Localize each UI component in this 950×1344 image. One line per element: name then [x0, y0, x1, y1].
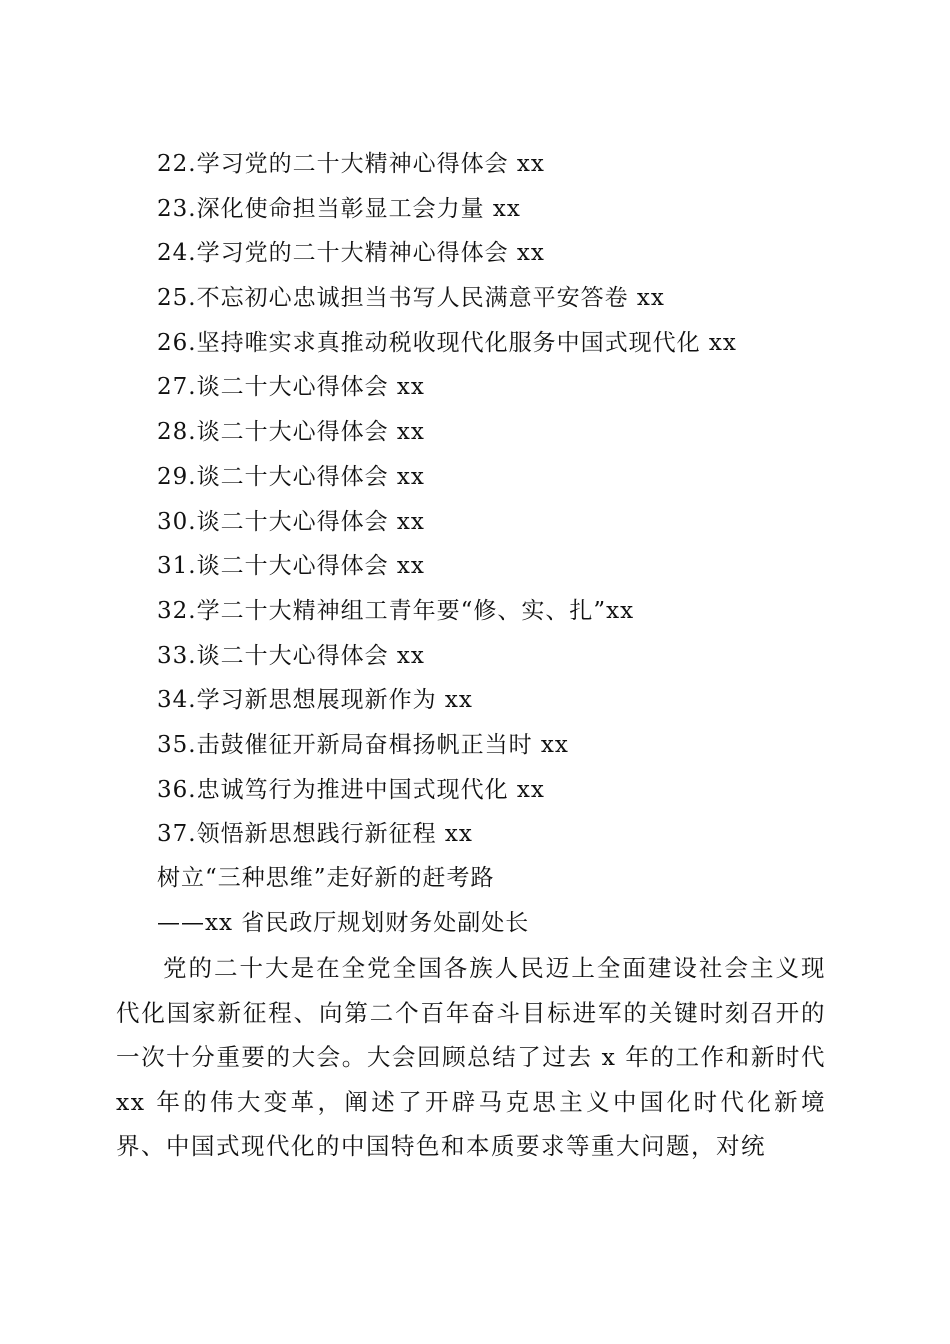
toc-item: 28.谈二十大心得体会 xx	[157, 419, 425, 446]
article-title: 树立“三种思维”走好新的赶考路	[157, 865, 495, 891]
toc-item: 36.忠诚笃行为推进中国式现代化 xx	[157, 776, 545, 803]
toc-item: 31.谈二十大心得体会 xx	[157, 553, 425, 580]
article-paragraph: 党的二十大是在全党全国各族人民迈上全面建设社会主义现代化国家新征程、向第二个百年奋斗目标进军的关键时刻召开的一次十分重要的大会。大会回顾总结了过去 x 年的工作和新时代 xx 年的伟大变革，阐述了开辟马克思主义中国化时代化新境界、中国式现代化的中国特色和本质要求等重大问题，对统	[116, 954, 826, 1161]
toc-item: 30.谈二十大心得体会 xx	[157, 508, 425, 535]
toc-item: 23.深化使命担当彰显工会力量 xx	[157, 195, 521, 222]
toc-item: 26.坚持唯实求真推动税收现代化服务中国式现代化 xx	[157, 329, 737, 356]
toc-item: 25.不忘初心忠诚担当书写人民满意平安答卷 xx	[157, 285, 665, 312]
toc-item: 29.谈二十大心得体会 xx	[157, 463, 425, 490]
table-of-contents	[157, 142, 737, 857]
article-byline: ——xx 省民政厅规划财务处副处长	[157, 910, 530, 936]
toc-item: 33.谈二十大心得体会 xx	[157, 642, 425, 669]
toc-item: 37.领悟新思想践行新征程 xx	[157, 821, 473, 848]
toc-item: 32.学二十大精神组工青年要“修、实、扎”xx	[157, 597, 635, 624]
toc-item: 22.学习党的二十大精神心得体会 xx	[157, 151, 545, 177]
toc-item: 35.击鼓催征开新局奋楫扬帆正当时 xx	[157, 731, 569, 758]
toc-item: 27.谈二十大心得体会 xx	[157, 374, 425, 401]
toc-item: 34.学习新思想展现新作为 xx	[157, 687, 473, 714]
toc-item: 24.学习党的二十大精神心得体会 xx	[157, 240, 545, 267]
